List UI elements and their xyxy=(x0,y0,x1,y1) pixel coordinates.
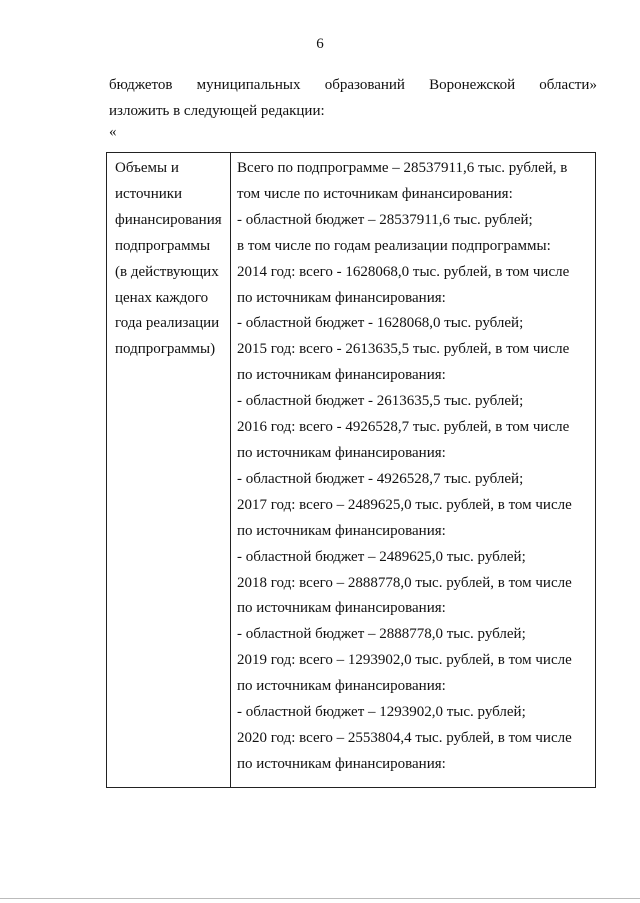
content-line: 2019 год: всего – 1293902,0 тыс. рублей, в том числе xyxy=(237,652,572,669)
financing-table xyxy=(106,152,596,788)
intro-word: бюджетов xyxy=(109,77,173,93)
content-line: 2020 год: всего – 2553804,4 тыс. рублей, в том числе xyxy=(237,729,572,746)
label-line: источники xyxy=(115,185,183,202)
label-line: ценах каждого xyxy=(115,289,209,306)
content-line: 2017 год: всего – 2489625,0 тыс. рублей, в том числе xyxy=(237,496,572,513)
label-line: подпрограммы xyxy=(115,237,211,254)
page-bottom-edge xyxy=(0,898,640,899)
content-line: - областной бюджет – 2888778,0 тыс. рублей; xyxy=(237,626,526,643)
content-line: - областной бюджет – 28537911,6 тыс. рублей; xyxy=(237,211,533,228)
intro-word: Воронежской xyxy=(429,77,516,93)
intro-line-2: изложить в следующей редакции: xyxy=(109,103,325,119)
content-line: по источникам финансирования: xyxy=(237,367,446,384)
content-line: 2014 год: всего - 1628068,0 тыс. рублей, в том числе xyxy=(237,263,570,280)
label-line: подпрограммы) xyxy=(115,341,216,358)
content-line: - областной бюджет - 2613635,5 тыс. рублей; xyxy=(237,393,524,410)
content-line: 2015 год: всего - 2613635,5 тыс. рублей, в том числе xyxy=(237,341,570,358)
content-line: по источникам финансирования: xyxy=(237,600,446,617)
content-line: по источникам финансирования: xyxy=(237,289,446,306)
content-line: по источникам финансирования: xyxy=(237,678,446,695)
label-line: года реализации xyxy=(115,315,220,332)
content-line: - областной бюджет - 1628068,0 тыс. рублей; xyxy=(237,315,524,332)
content-line: - областной бюджет - 4926528,7 тыс. рублей; xyxy=(237,470,524,487)
intro-word: образований xyxy=(324,77,405,93)
content-line: по источникам финансирования: xyxy=(237,755,446,772)
content-line: Всего по подпрограмме – 28537911,6 тыс. рублей, в xyxy=(237,160,568,176)
label-line: финансирования xyxy=(115,211,222,228)
content-line: 2016 год: всего - 4926528,7 тыс. рублей, в том числе xyxy=(237,419,570,436)
content-line: по источникам финансирования: xyxy=(237,444,446,461)
intro-line-1 xyxy=(109,72,597,98)
content-line: том числе по источникам финансирования: xyxy=(237,185,513,202)
label-line: (в действующих xyxy=(115,263,219,280)
opening-quote-mark: « xyxy=(109,124,117,140)
label-line: Объемы и xyxy=(115,160,179,176)
content-line: в том числе по годам реализации подпрограммы: xyxy=(237,237,551,254)
intro-word: области» xyxy=(539,77,597,93)
content-line: 2018 год: всего – 2888778,0 тыс. рублей, в том числе xyxy=(237,574,572,591)
table-content-cell xyxy=(231,153,595,787)
content-line: - областной бюджет – 2489625,0 тыс. рублей; xyxy=(237,548,526,565)
content-line: - областной бюджет – 1293902,0 тыс. рублей; xyxy=(237,704,526,721)
intro-word: муниципальных xyxy=(196,77,301,93)
table-label-cell xyxy=(107,153,231,787)
content-line: по источникам финансирования: xyxy=(237,522,446,539)
page-number: 6 xyxy=(316,36,324,52)
